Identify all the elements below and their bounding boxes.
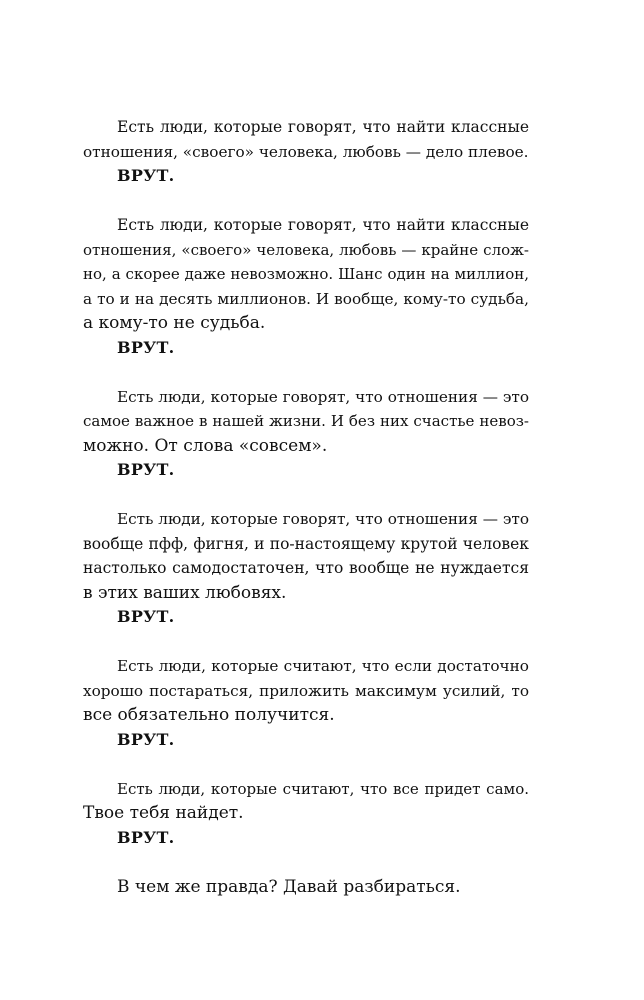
paragraph-block <box>83 654 529 752</box>
paragraph-block <box>83 213 529 360</box>
text-line: отношения, «своего» человека, любовь — крайне слож- <box>83 240 529 259</box>
text-line: а кому-то не судьба. <box>83 313 266 333</box>
paragraph-block <box>83 385 529 483</box>
text-line: можно. От слова «совсем». <box>83 435 328 456</box>
text-line: но, а скорее даже невозможно. Шанс один на миллион, <box>83 265 529 283</box>
text-line: все обязательно получится. <box>83 705 335 725</box>
verdict-label: ВРУТ. <box>117 827 175 847</box>
text-line: Есть люди, которые говорят, что найти классные <box>117 118 529 136</box>
text-line: а то и на десять миллионов. И вообще, кому-то судьба, <box>83 289 529 308</box>
paragraph <box>83 654 529 728</box>
paragraph <box>83 777 529 826</box>
book-page <box>83 115 529 899</box>
paragraph-block <box>83 507 529 630</box>
verdict-label: ВРУТ. <box>117 337 175 357</box>
paragraph-block <box>83 777 529 851</box>
paragraph <box>83 385 529 459</box>
verdict-label: ВРУТ. <box>117 460 175 479</box>
verdict-label: ВРУТ. <box>117 166 175 185</box>
closing-paragraph <box>83 875 529 900</box>
text-line: Есть люди, которые говорят, что отношения — это <box>117 387 529 406</box>
paragraph <box>83 213 529 336</box>
paragraph <box>83 115 529 164</box>
text-line: В чем же правда? Давай разбираться. <box>117 876 461 897</box>
paragraph-block <box>83 115 529 189</box>
text-line: Есть люди, которые говорят, что отношения — это <box>117 510 529 528</box>
verdict-label: ВРУТ. <box>117 607 175 626</box>
text-line: Есть люди, которые считают, что все придет само. <box>117 779 529 798</box>
verdict-label: ВРУТ. <box>117 729 175 749</box>
text-line: Твое тебя найдет. <box>83 803 244 823</box>
paragraph <box>83 507 529 605</box>
text-line: хорошо постараться, приложить максимум усилий, то <box>83 681 529 700</box>
text-line: отношения, «своего» человека, любовь — дело плевое. <box>83 142 529 161</box>
text-line: Есть люди, которые считают, что если достаточно <box>117 657 529 675</box>
text-line: в этих ваших любовях. <box>83 582 287 603</box>
text-line: вообще пфф, фигня, и по-настоящему крутой человек <box>83 534 529 553</box>
text-line: Есть люди, которые говорят, что найти классные <box>117 216 529 234</box>
text-line: самое важное в нашей жизни. И без них счастье невоз- <box>83 412 529 430</box>
text-line: настолько самодостаточен, что вообще не нуждается <box>83 559 529 577</box>
